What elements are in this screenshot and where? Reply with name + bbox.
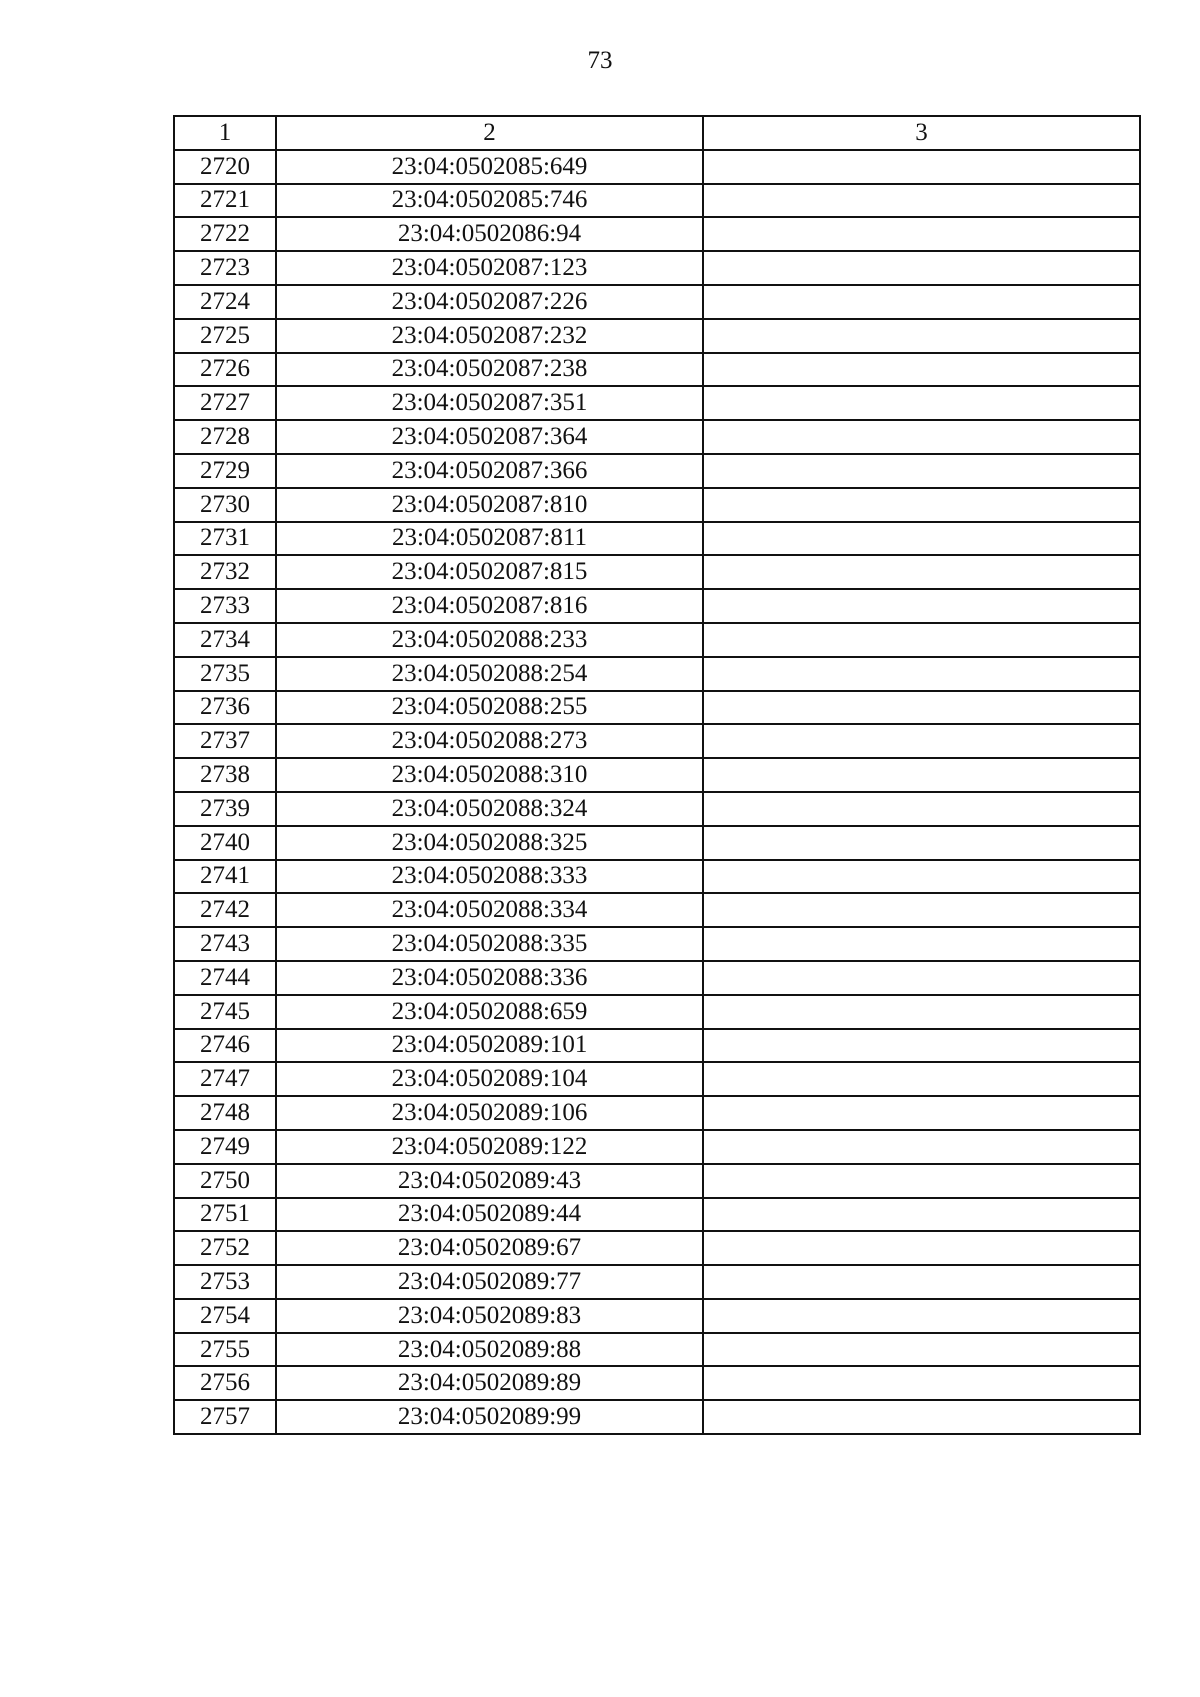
table-row (174, 691, 1140, 725)
note-cell (703, 1062, 1140, 1096)
note-cell (703, 1265, 1140, 1299)
row-number-cell: 2726 (174, 353, 276, 387)
column-header-2: 2 (276, 116, 703, 150)
table-header (174, 116, 1140, 150)
table-row (174, 1265, 1140, 1299)
cadastral-number-cell: 23:04:0502087:351 (276, 386, 703, 420)
row-number-cell: 2727 (174, 386, 276, 420)
cadastral-number-cell: 23:04:0502087:811 (276, 522, 703, 556)
row-number-cell: 2739 (174, 792, 276, 826)
cadastral-number-cell: 23:04:0502089:104 (276, 1062, 703, 1096)
row-number-cell: 2750 (174, 1164, 276, 1198)
note-cell (703, 893, 1140, 927)
table-row (174, 319, 1140, 353)
note-cell (703, 454, 1140, 488)
note-cell (703, 860, 1140, 894)
cadastral-number-cell: 23:04:0502087:123 (276, 251, 703, 285)
note-cell (703, 623, 1140, 657)
row-number-cell: 2757 (174, 1400, 276, 1434)
cadastral-number-cell: 23:04:0502088:310 (276, 758, 703, 792)
table-row (174, 488, 1140, 522)
table-body (174, 150, 1140, 1434)
row-number-cell: 2743 (174, 927, 276, 961)
table-row (174, 657, 1140, 691)
cadastral-number-cell: 23:04:0502089:99 (276, 1400, 703, 1434)
cadastral-table (173, 115, 1141, 1435)
row-number-cell: 2724 (174, 285, 276, 319)
note-cell (703, 386, 1140, 420)
table-row (174, 893, 1140, 927)
row-number-cell: 2721 (174, 184, 276, 218)
note-cell (703, 319, 1140, 353)
row-number-cell: 2729 (174, 454, 276, 488)
cadastral-number-cell: 23:04:0502089:44 (276, 1198, 703, 1232)
cadastral-number-cell: 23:04:0502085:649 (276, 150, 703, 184)
table-row (174, 1333, 1140, 1367)
row-number-cell: 2736 (174, 691, 276, 725)
table-row (174, 1299, 1140, 1333)
table-row (174, 1029, 1140, 1063)
row-number-cell: 2741 (174, 860, 276, 894)
cadastral-number-cell: 23:04:0502088:333 (276, 860, 703, 894)
note-cell (703, 353, 1140, 387)
note-cell (703, 927, 1140, 961)
note-cell (703, 1096, 1140, 1130)
cadastral-number-cell: 23:04:0502088:255 (276, 691, 703, 725)
table-row (174, 251, 1140, 285)
row-number-cell: 2728 (174, 420, 276, 454)
row-number-cell: 2740 (174, 826, 276, 860)
table-row (174, 792, 1140, 826)
cadastral-number-cell: 23:04:0502089:88 (276, 1333, 703, 1367)
row-number-cell: 2747 (174, 1062, 276, 1096)
note-cell (703, 961, 1140, 995)
note-cell (703, 691, 1140, 725)
note-cell (703, 251, 1140, 285)
row-number-cell: 2738 (174, 758, 276, 792)
cadastral-number-cell: 23:04:0502087:364 (276, 420, 703, 454)
table-row (174, 1164, 1140, 1198)
row-number-cell: 2744 (174, 961, 276, 995)
row-number-cell: 2734 (174, 623, 276, 657)
note-cell (703, 184, 1140, 218)
cadastral-number-cell: 23:04:0502087:366 (276, 454, 703, 488)
row-number-cell: 2754 (174, 1299, 276, 1333)
row-number-cell: 2749 (174, 1130, 276, 1164)
note-cell (703, 995, 1140, 1029)
table-row (174, 1130, 1140, 1164)
row-number-cell: 2751 (174, 1198, 276, 1232)
cadastral-number-cell: 23:04:0502089:101 (276, 1029, 703, 1063)
cadastral-number-cell: 23:04:0502088:233 (276, 623, 703, 657)
table-row (174, 420, 1140, 454)
note-cell (703, 1198, 1140, 1232)
row-number-cell: 2753 (174, 1265, 276, 1299)
table-row (174, 589, 1140, 623)
table-row (174, 623, 1140, 657)
cadastral-number-cell: 23:04:0502089:83 (276, 1299, 703, 1333)
row-number-cell: 2730 (174, 488, 276, 522)
note-cell (703, 1400, 1140, 1434)
table-row (174, 826, 1140, 860)
table-row (174, 860, 1140, 894)
cadastral-number-cell: 23:04:0502087:815 (276, 555, 703, 589)
note-cell (703, 420, 1140, 454)
row-number-cell: 2735 (174, 657, 276, 691)
note-cell (703, 1164, 1140, 1198)
table-row (174, 1096, 1140, 1130)
row-number-cell: 2732 (174, 555, 276, 589)
row-number-cell: 2733 (174, 589, 276, 623)
cadastral-number-cell: 23:04:0502089:106 (276, 1096, 703, 1130)
cadastral-number-cell: 23:04:0502088:325 (276, 826, 703, 860)
row-number-cell: 2745 (174, 995, 276, 1029)
cadastral-number-cell: 23:04:0502087:810 (276, 488, 703, 522)
note-cell (703, 589, 1140, 623)
row-number-cell: 2752 (174, 1231, 276, 1265)
cadastral-number-cell: 23:04:0502087:232 (276, 319, 703, 353)
table-row (174, 724, 1140, 758)
cadastral-number-cell: 23:04:0502089:89 (276, 1366, 703, 1400)
note-cell (703, 657, 1140, 691)
page-number: 73 (587, 47, 613, 74)
row-number-cell: 2722 (174, 217, 276, 251)
table-row (174, 285, 1140, 319)
cadastral-number-cell: 23:04:0502088:324 (276, 792, 703, 826)
note-cell (703, 1130, 1140, 1164)
table-row (174, 184, 1140, 218)
table-row (174, 927, 1140, 961)
table-row (174, 386, 1140, 420)
note-cell (703, 826, 1140, 860)
table-row (174, 995, 1140, 1029)
note-cell (703, 1299, 1140, 1333)
cadastral-number-cell: 23:04:0502089:67 (276, 1231, 703, 1265)
note-cell (703, 1333, 1140, 1367)
table-row (174, 1062, 1140, 1096)
table-row (174, 758, 1140, 792)
column-header-1: 1 (174, 116, 276, 150)
cadastral-number-cell: 23:04:0502085:746 (276, 184, 703, 218)
table-row (174, 555, 1140, 589)
row-number-cell: 2755 (174, 1333, 276, 1367)
note-cell (703, 488, 1140, 522)
row-number-cell: 2742 (174, 893, 276, 927)
cadastral-number-cell: 23:04:0502088:254 (276, 657, 703, 691)
row-number-cell: 2720 (174, 150, 276, 184)
table-row (174, 1366, 1140, 1400)
note-cell (703, 1029, 1140, 1063)
table-row (174, 217, 1140, 251)
table-row (174, 1231, 1140, 1265)
cadastral-number-cell: 23:04:0502088:273 (276, 724, 703, 758)
cadastral-number-cell: 23:04:0502088:336 (276, 961, 703, 995)
row-number-cell: 2756 (174, 1366, 276, 1400)
note-cell (703, 217, 1140, 251)
table-row (174, 961, 1140, 995)
note-cell (703, 150, 1140, 184)
note-cell (703, 522, 1140, 556)
table-row (174, 353, 1140, 387)
table-row (174, 454, 1140, 488)
table-row (174, 522, 1140, 556)
cadastral-number-cell: 23:04:0502088:659 (276, 995, 703, 1029)
cadastral-number-cell: 23:04:0502087:816 (276, 589, 703, 623)
row-number-cell: 2748 (174, 1096, 276, 1130)
row-number-cell: 2725 (174, 319, 276, 353)
cadastral-number-cell: 23:04:0502087:226 (276, 285, 703, 319)
note-cell (703, 555, 1140, 589)
table-row (174, 150, 1140, 184)
note-cell (703, 758, 1140, 792)
row-number-cell: 2731 (174, 522, 276, 556)
cadastral-number-cell: 23:04:0502086:94 (276, 217, 703, 251)
cadastral-number-cell: 23:04:0502089:122 (276, 1130, 703, 1164)
table-row (174, 1198, 1140, 1232)
cadastral-number-cell: 23:04:0502089:77 (276, 1265, 703, 1299)
table-row (174, 1400, 1140, 1434)
note-cell (703, 1231, 1140, 1265)
column-header-3: 3 (703, 116, 1140, 150)
note-cell (703, 792, 1140, 826)
row-number-cell: 2723 (174, 251, 276, 285)
row-number-cell: 2737 (174, 724, 276, 758)
row-number-cell: 2746 (174, 1029, 276, 1063)
cadastral-number-cell: 23:04:0502088:334 (276, 893, 703, 927)
note-cell (703, 724, 1140, 758)
note-cell (703, 285, 1140, 319)
note-cell (703, 1366, 1140, 1400)
cadastral-number-cell: 23:04:0502088:335 (276, 927, 703, 961)
header-row (174, 116, 1140, 150)
cadastral-number-cell: 23:04:0502087:238 (276, 353, 703, 387)
cadastral-number-cell: 23:04:0502089:43 (276, 1164, 703, 1198)
